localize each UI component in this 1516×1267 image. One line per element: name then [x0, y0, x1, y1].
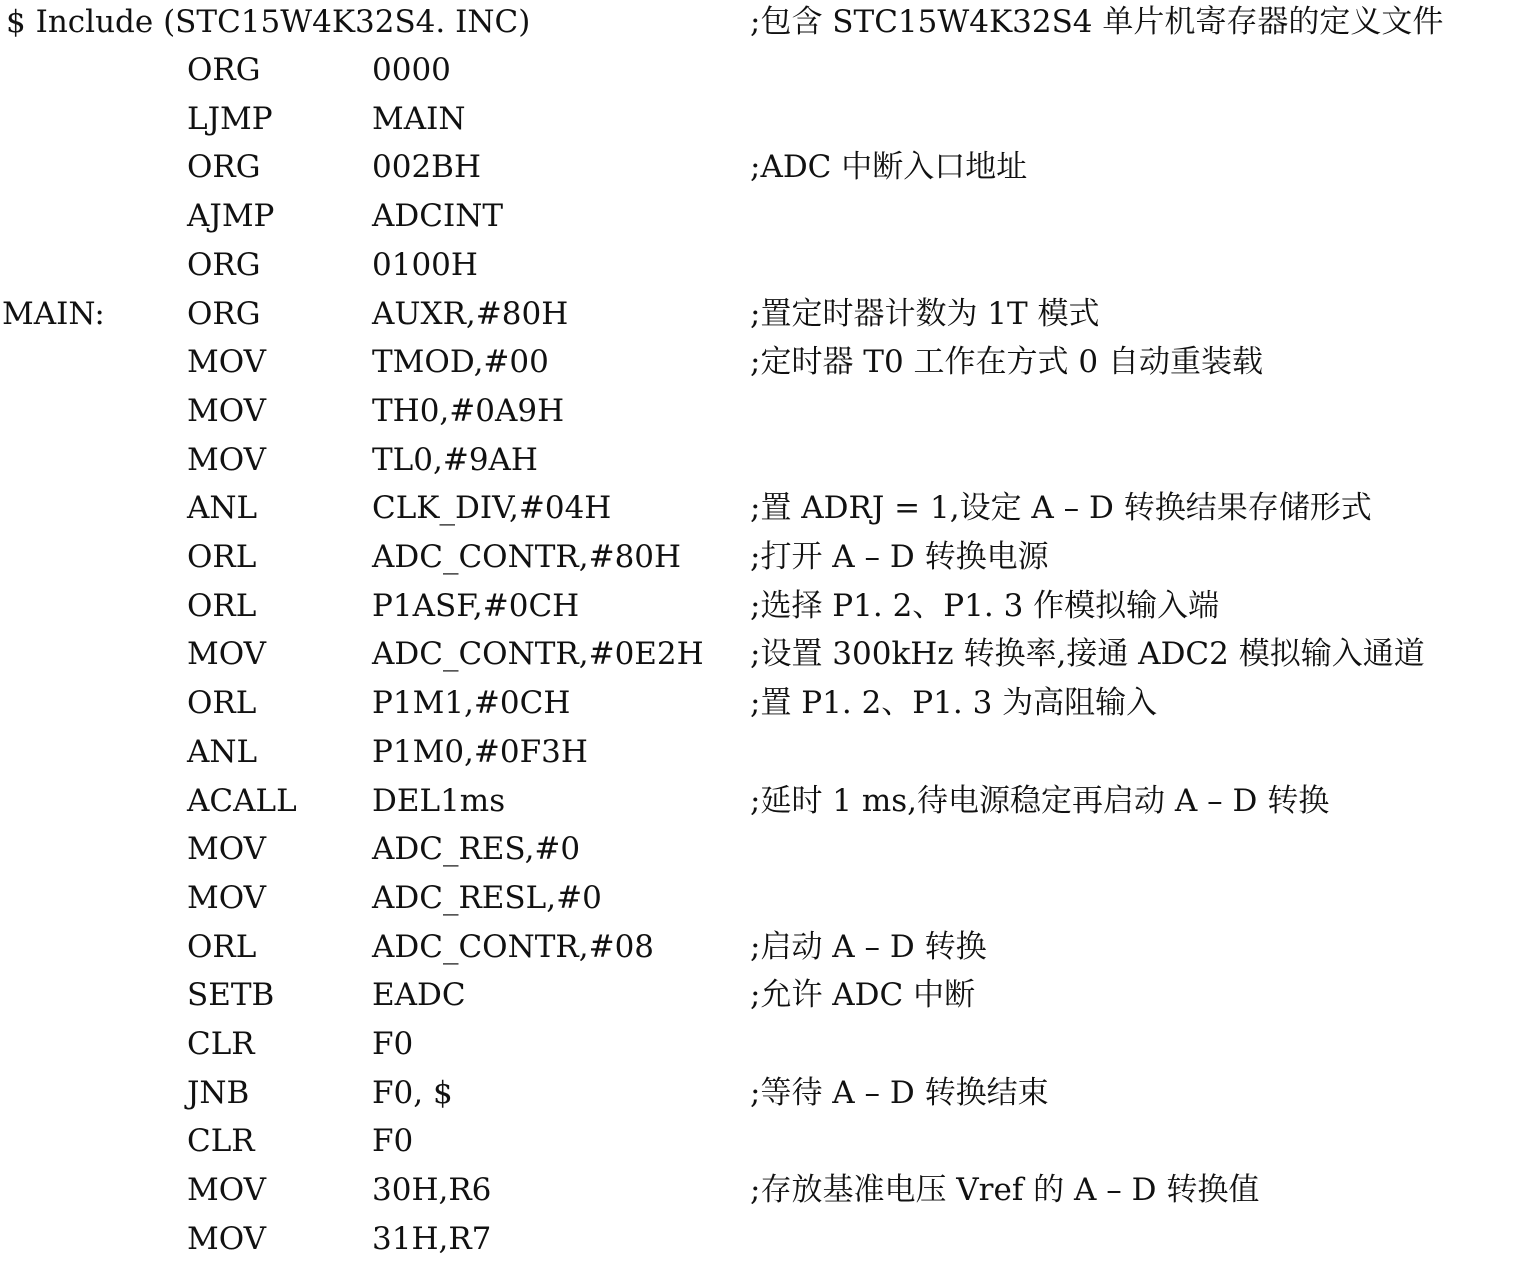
code-comment: ;启动 A – D 转换 — [750, 929, 987, 965]
code-operand: TH0,#0A9H — [372, 393, 565, 429]
code-operand: AUXR,#80H — [372, 296, 569, 332]
code-operand: 0100H — [372, 247, 478, 283]
code-mnemonic: ORG — [187, 296, 261, 332]
code-mnemonic: ORG — [187, 149, 261, 185]
code-mnemonic: MOV — [187, 393, 266, 429]
code-line — [0, 683, 1516, 731]
code-comment: ;置 P1. 2、P1. 3 为高阻输入 — [750, 685, 1158, 721]
code-mnemonic: ANL — [187, 734, 258, 770]
code-comment: ;设置 300kHz 转换率,接通 ADC2 模拟输入通道 — [750, 636, 1425, 672]
code-mnemonic: MOV — [187, 880, 266, 916]
code-operand: TL0,#9AH — [372, 442, 538, 478]
code-operand: TMOD,#00 — [372, 344, 549, 380]
code-mnemonic: CLR — [187, 1026, 255, 1062]
code-mnemonic: ORG — [187, 247, 261, 283]
code-operand: F0, $ — [372, 1075, 453, 1111]
code-operand: F0 — [372, 1026, 414, 1062]
code-comment: ;定时器 T0 工作在方式 0 自动重装载 — [750, 344, 1263, 380]
code-line — [0, 634, 1516, 682]
code-line — [0, 147, 1516, 195]
code-operand: ADC_CONTR,#08 — [372, 929, 655, 965]
code-operand: 30H,R6 — [372, 1172, 492, 1208]
code-comment: ;允许 ADC 中断 — [750, 977, 976, 1013]
code-mnemonic: LJMP — [187, 101, 273, 137]
code-comment: ;存放基准电压 Vref 的 A – D 转换值 — [750, 1172, 1260, 1208]
code-comment: ;选择 P1. 2、P1. 3 作模拟输入端 — [750, 588, 1220, 624]
code-line — [0, 927, 1516, 975]
code-line — [0, 1121, 1516, 1169]
code-mnemonic: AJMP — [187, 198, 275, 234]
include-comment: ;包含 STC15W4K32S4 单片机寄存器的定义文件 — [750, 4, 1444, 40]
code-mnemonic: ORL — [187, 588, 257, 624]
code-operand: DEL1ms — [372, 783, 506, 819]
code-operand: EADC — [372, 977, 466, 1013]
code-mnemonic: SETB — [187, 977, 275, 1013]
code-operand: P1M1,#0CH — [372, 685, 571, 721]
code-mnemonic: JNB — [187, 1075, 250, 1111]
code-operand: 31H,R7 — [372, 1221, 492, 1257]
code-operand: MAIN — [372, 101, 466, 137]
code-mnemonic: MOV — [187, 1221, 266, 1257]
code-comment: ;等待 A – D 转换结束 — [750, 1075, 1049, 1111]
code-mnemonic: CLR — [187, 1123, 255, 1159]
code-operand: 002BH — [372, 149, 481, 185]
code-line — [0, 537, 1516, 585]
code-line — [0, 50, 1516, 98]
code-mnemonic: ORG — [187, 52, 261, 88]
code-operand: ADC_CONTR,#0E2H — [372, 636, 704, 672]
code-line — [0, 1024, 1516, 1072]
code-operand: ADC_RES,#0 — [372, 831, 581, 867]
code-mnemonic: ORL — [187, 539, 257, 575]
code-mnemonic: ORL — [187, 685, 257, 721]
code-comment: ;延时 1 ms,待电源稳定再启动 A – D 转换 — [750, 783, 1330, 819]
code-operand: ADC_CONTR,#80H — [372, 539, 682, 575]
include-directive: $ Include (STC15W4K32S4. INC) — [6, 4, 531, 40]
code-label: MAIN: — [2, 296, 105, 332]
code-comment: ;置 ADRJ = 1,设定 A – D 转换结果存储形式 — [750, 490, 1372, 526]
code-operand: P1M0,#0F3H — [372, 734, 588, 770]
code-operand: P1ASF,#0CH — [372, 588, 580, 624]
code-operand: ADCINT — [372, 198, 504, 234]
code-line — [0, 488, 1516, 536]
code-line — [0, 99, 1516, 147]
code-line — [0, 245, 1516, 293]
code-line — [0, 975, 1516, 1023]
code-line — [0, 440, 1516, 488]
code-line — [0, 1170, 1516, 1218]
code-line — [0, 878, 1516, 926]
code-comment: ;置定时器计数为 1T 模式 — [750, 296, 1100, 332]
code-operand: CLK_DIV,#04H — [372, 490, 612, 526]
code-mnemonic: ANL — [187, 490, 258, 526]
code-operand: F0 — [372, 1123, 414, 1159]
code-line — [0, 586, 1516, 634]
code-comment: ;ADC 中断入口地址 — [750, 149, 1028, 185]
code-mnemonic: MOV — [187, 344, 266, 380]
code-line — [0, 781, 1516, 829]
code-line — [0, 294, 1516, 342]
code-mnemonic: MOV — [187, 1172, 266, 1208]
code-mnemonic: MOV — [187, 831, 266, 867]
code-line — [0, 342, 1516, 390]
code-mnemonic: ORL — [187, 929, 257, 965]
code-line — [0, 1219, 1516, 1267]
code-comment: ;打开 A – D 转换电源 — [750, 539, 1049, 575]
code-line — [0, 732, 1516, 780]
code-mnemonic: ACALL — [187, 783, 297, 819]
code-mnemonic: MOV — [187, 636, 266, 672]
code-operand: ADC_RESL,#0 — [372, 880, 602, 916]
code-line — [0, 1073, 1516, 1121]
code-line — [0, 829, 1516, 877]
code-operand: 0000 — [372, 52, 451, 88]
include-line — [0, 2, 1516, 50]
code-mnemonic: MOV — [187, 442, 266, 478]
code-line — [0, 391, 1516, 439]
code-line — [0, 196, 1516, 244]
